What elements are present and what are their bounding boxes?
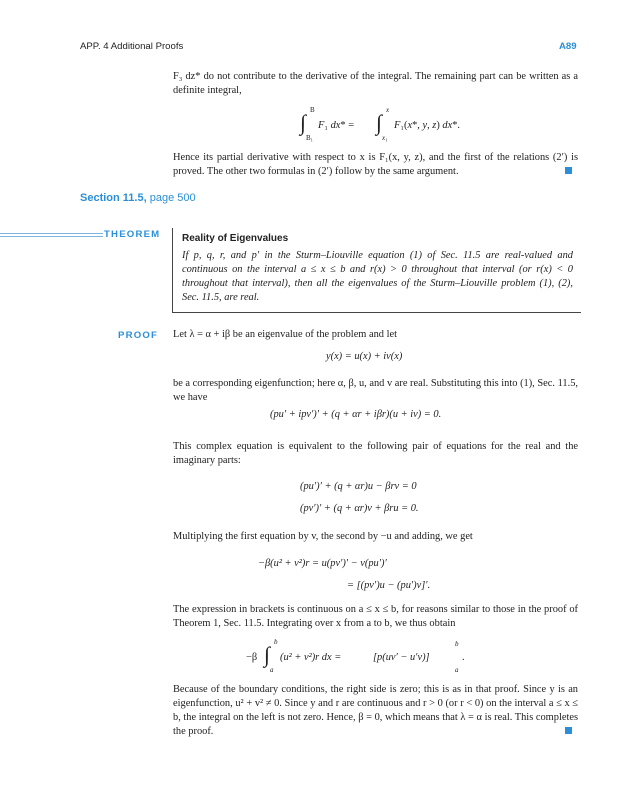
theorem-title: Reality of Eigenvalues [182, 233, 289, 244]
proof-tag: PROOF [118, 330, 159, 341]
proof-line1: Let λ = α + iβ be an eigenvalue of the problem and let [173, 329, 397, 340]
proof-para-c: Multiplying the first equation by v, the second by −u and adding, we get [173, 531, 473, 542]
bracket-expression: [p(uv′ − u′v)] [373, 652, 430, 663]
theorem-tag: THEOREM [104, 229, 161, 240]
equation-integral-transform: ∫ B B₁ F₁ dx* = ∫ x x₁ F₁(x*, y, z) dx*. [300, 106, 461, 142]
proof-para-b: This complex equation is equivalent to the following pair of equations for the real and the imaginary parts: [173, 441, 578, 466]
equation-imag-part: (pv′)′ + (q + αr)v + βru = 0. [300, 503, 419, 514]
paragraph-continuation: F₃ dz* do not contribute to the derivative of the integral. The remaining part can be written as a definite integral, [173, 71, 578, 96]
theorem-statement: If p, q, r, and p′ in the Sturm–Liouville equation (1) of Sec. 11.5 are real-valued and continuous on the interval a ≤ x ≤ b and r(x) > 0 throughout that interval (or r(x) < 0 throughout that interval), then all the eigenvalues of the Sturm–Liouville problem (1), (2), Sec. 11.5, are real. [182, 250, 573, 303]
running-head: APP. 4 Additional Proofs [80, 41, 184, 52]
equation-multiplied-1: −β(u² + v²)r = u(pv′)′ − v(pu′)′ [258, 558, 387, 569]
proof-para-a: be a corresponding eigenfunction; here α, β, u, and v are real. Substituting this into (1), Sec. 11.5, we have [173, 378, 578, 403]
end-of-proof-square [565, 727, 572, 734]
section-heading: Section 11.5, page 500 [80, 192, 196, 204]
equation-complex: (pu′ + ipv′)′ + (q + αr + iβr)(u + iv) = 0. [270, 409, 442, 420]
end-of-proof-square [565, 167, 572, 174]
paragraph-partial-derivative: Hence its partial derivative with respect to x is F₁(x, y, z), and the first of the relations (2′) is proved. The other two formulas in (2′) follow by the same argument. [173, 152, 578, 177]
equation-multiplied-2: = [(pv′)u − (pu′)v]′. [347, 580, 431, 591]
proof-para-e: Because of the boundary conditions, the right side is zero; this is as in that proof. Since y is an eigenfunction, u² + v² ≠ 0. Since y and r are continuous and r > 0 (or r < 0) on the interval a ≤ x ≤ b, the integral on the left is not zero. Hence, β = 0, which means that λ = α is real. This completes the proof. [173, 684, 578, 737]
equation-eigenfunction: y(x) = u(x) + iv(x) [326, 351, 403, 362]
equation-integrated: −β ∫ b a (u² + v²)r dx = [p(uv′ − u′v)] b a . [246, 638, 465, 674]
page-number: A89 [559, 41, 577, 52]
proof-para-d: The expression in brackets is continuous on a ≤ x ≤ b, for reasons similar to those in the proof of Theorem 1, Sec. 11.5. Integrating over x from a to b, we thus obtain [173, 604, 578, 629]
equation-real-part: (pu′)′ + (q + αr)u − βrv = 0 [300, 481, 417, 492]
theorem-rule [0, 233, 103, 237]
